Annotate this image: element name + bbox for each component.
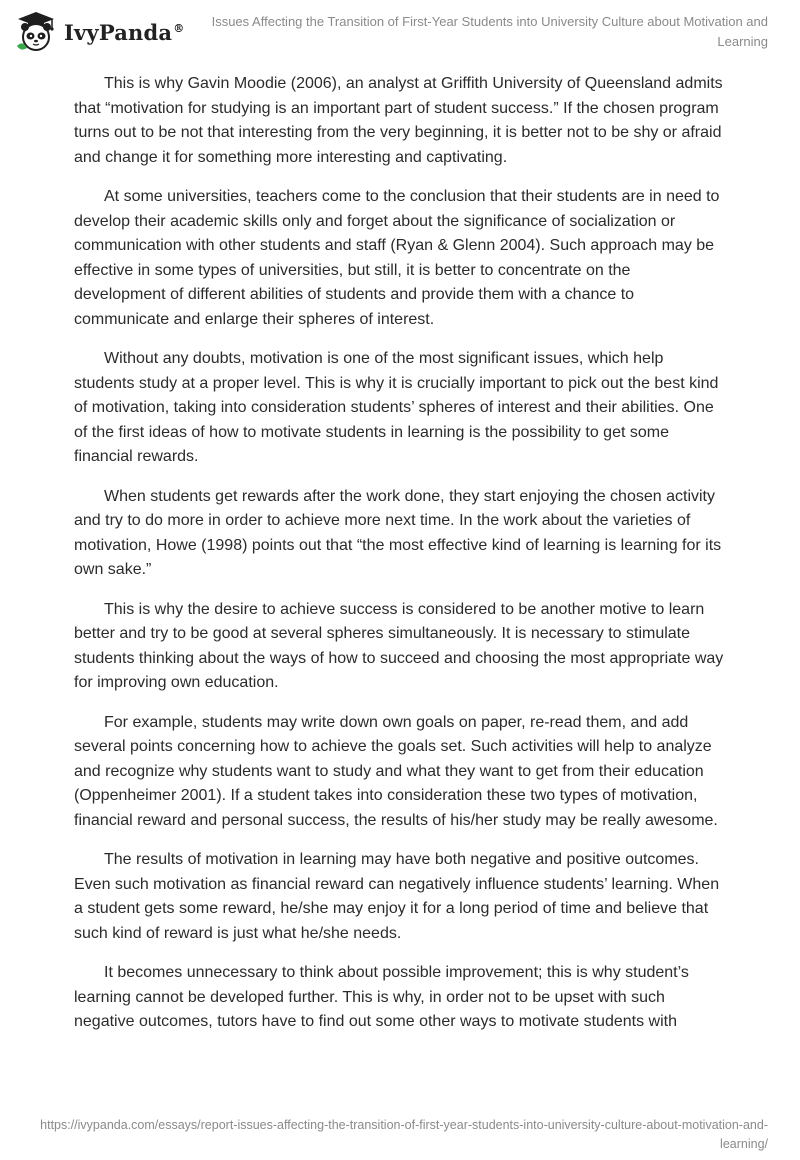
panda-mascot-icon — [14, 10, 58, 54]
ivypanda-logo[interactable] — [14, 8, 184, 56]
paragraph: For example, students may write down own goals on paper, re-read them, and add several points concerning how to achieve the goals set. Such activities will help to analyze and recognize why students want to study and what they want to get from their education (Oppenheimer 2001). If a student takes into consideration these two types of motivation, financial reward and personal success, the results of his/her study may be really awesome. — [74, 713, 718, 829]
paragraph: Without any doubts, motivation is one of the most significant issues, which help students study at a proper level. This is why it is crucially important to pick out the best kind of motivation, taking into consideration students’ spheres of interest and their abilities. One of the first ideas of how to motivate students in learning is the possibility to get some financial rewards. — [74, 350, 719, 465]
page-header — [0, 0, 800, 60]
paragraph: When students get rewards after the work done, they start enjoying the chosen activity and try to do more in order to achieve more next time. In the work about the varieties of motivation, Howe (1998) points out that “the most effective kind of learning is learning for its own sake.” — [74, 487, 722, 578]
paragraph: This is why Gavin Moodie (2006), an analyst at Griffith University of Queensland admits that “motivation for studying is an important part of student success.” If the chosen program turns out to be not that interesting from the very beginning, it is better not to be shy or afraid and change it for something more interesting and captivating. — [74, 75, 723, 166]
brand-name: IvyPanda® — [64, 19, 185, 45]
paragraph: At some universities, teachers come to the conclusion that their students are in need to develop their academic skills only and forget about the significance of socialization or communication with other students and staff (Ryan & Glenn 2004). Such approach may be effective in some types of universities, but still, it is better to concentrate on the development of different abilities of students and provide them with a chance to communicate and enlarge their spheres of interest. — [74, 188, 720, 328]
trademark-symbol: ® — [173, 21, 185, 35]
paragraph: This is why the desire to achieve success is considered to be another motive to learn better and try to be good at several spheres simultaneously. It is necessary to stimulate students thinking about the ways of how to succeed and choosing the most appropriate way for improving own education. — [74, 600, 724, 691]
document-title: Issues Affecting the Transition of First-Year Students into University Culture about Motivation and Learning — [211, 14, 768, 49]
essay-body — [74, 72, 726, 1050]
paragraph: The results of motivation in learning may have both negative and positive outcomes. Even such motivation as financial reward can negatively influence students’ learning. When a student gets some reward, he/she may enjoy it for a long period of time and believe that such kind of reward is just what he/she needs. — [74, 851, 720, 942]
paragraph: It becomes unnecessary to think about possible improvement; this is why student’s learning cannot be developed further. This is why, in order not to be upset with such negative outcomes, tutors have to find out some other ways to motivate students with — [74, 964, 689, 1030]
source-url[interactable]: https://ivypanda.com/essays/report-issues-affecting-the-transition-of-first-year-students-into-university-culture-about-motivation-and-learning/ — [40, 1118, 768, 1151]
